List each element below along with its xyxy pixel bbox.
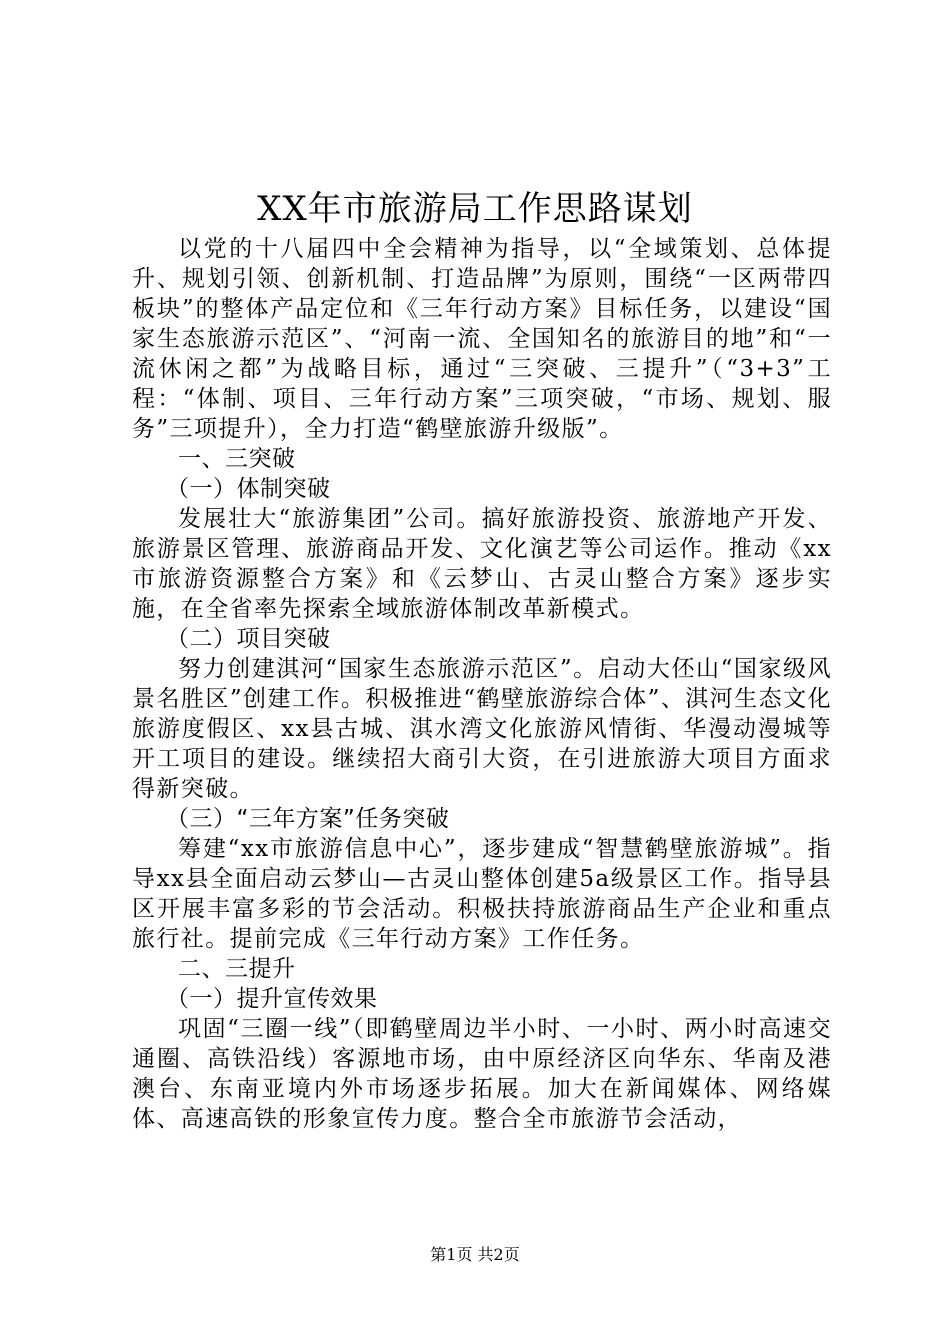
intro-paragraph: 以党的十八届四中全会精神为指导，以“全域策划、总体提升、规划引领、创新机制、打造品牌”为原则，围绕“一区两带四板块”的整体产品定位和《三年行动方案》目标任务，以建设“国家生态旅游示范区”、“河南一流、全国知名的旅游目的地”和“一流休闲之都”为战略目标，通过“三突破、三提升”（“3+3”工程：“体制、项目、三年行动方案”三项突破，“市场、规划、服务”三项提升），全力打造“鹤壁旅游升级版”。 <box>132 236 832 442</box>
subsection-paragraph-1-2: 努力创建淇河“国家生态旅游示范区”。启动大伾山“国家级风景名胜区”创建工作。积极推进“鹤壁旅游综合体”、淇河生态文化旅游度假区、xx县古城、淇水湾文化旅游风情街、华漫动漫城等开工项目的建设。继续招大商引大资，在引进旅游大项目方面求得新突破。 <box>132 656 832 802</box>
subsection-paragraph-1-1: 发展壮大“旅游集团”公司。搞好旅游投资、旅游地产开发、旅游景区管理、旅游商品开发、文化演艺等公司运作。推动《xx市旅游资源整合方案》和《云梦山、古灵山整合方案》逐步实施，在全省率先探索全域旅游体制改革新模式。 <box>132 506 832 622</box>
document-title: XX年市旅游局工作思路谋划 <box>257 189 693 229</box>
subsection-heading-1-3: （三）“三年方案”任务突破 <box>166 806 450 832</box>
page-footer: 第1页 共2页 <box>430 1245 520 1264</box>
subsection-paragraph-2-1: 巩固“三圈一线”（即鹤壁周边半小时、一小时、两小时高速交通圈、高铁沿线）客源地市场，由中原经济区向华东、华南及港澳台、东南亚境内外市场逐步拓展。加大在新闻媒体、网络媒体、高速高铁的形象宣传力度。整合全市旅游节会活动， <box>132 1016 832 1132</box>
subsection-paragraph-1-3: 筹建“xx市旅游信息中心”，逐步建成“智慧鹤壁旅游城”。指导xx县全面启动云梦山—古灵山整体创建5a级景区工作。指导县区开展丰富多彩的节会活动。积极扶持旅游商品生产企业和重点旅行社。提前完成《三年行动方案》工作任务。 <box>132 836 832 952</box>
section-heading-2: 二、三提升 <box>178 956 296 982</box>
subsection-heading-1-2: （二）项目突破 <box>166 626 331 652</box>
section-heading-1: 一、三突破 <box>178 446 296 472</box>
document-body <box>132 234 832 1134</box>
subsection-heading-1-1: （一）体制突破 <box>166 476 331 502</box>
subsection-heading-2-1: （一）提升宣传效果 <box>166 986 378 1012</box>
